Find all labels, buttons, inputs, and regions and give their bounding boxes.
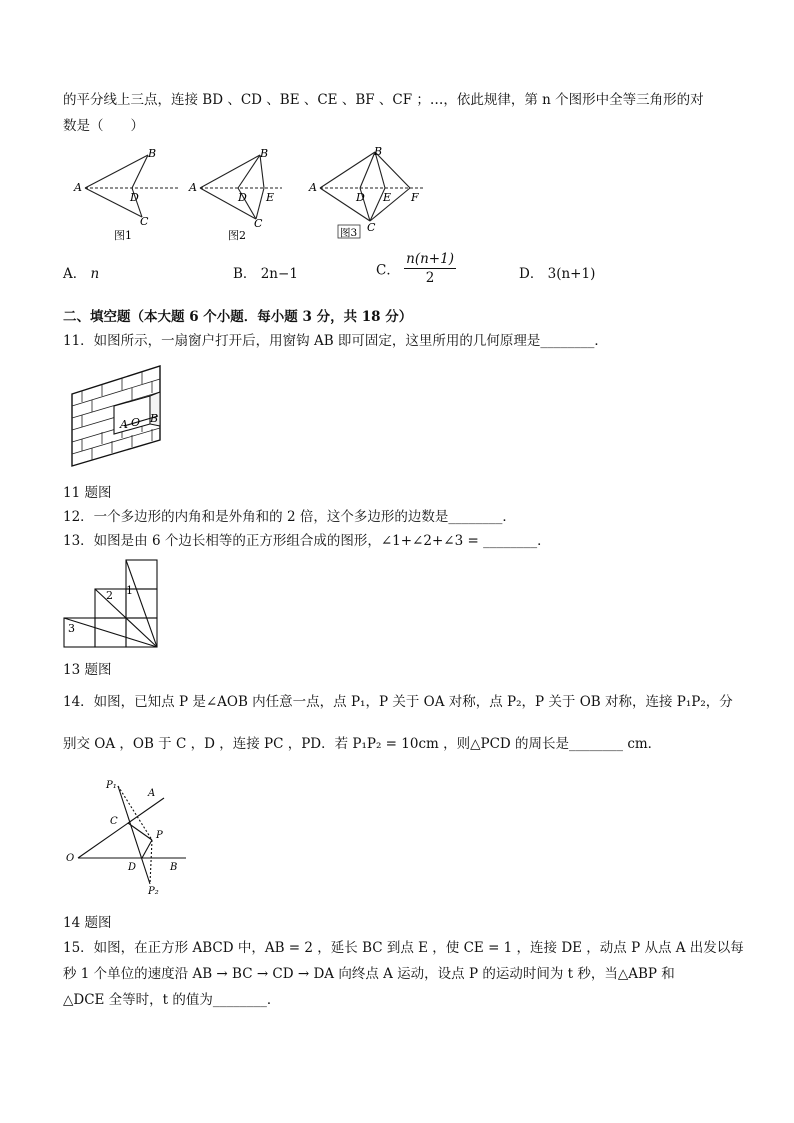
- q11-label-a: A: [120, 418, 128, 431]
- fig2-label-c: C: [254, 217, 263, 230]
- q14-label-c: C: [110, 816, 118, 827]
- q14-label-o: O: [66, 853, 75, 864]
- q11-label-b: B: [150, 412, 159, 425]
- fig1-label-b: B: [148, 147, 157, 160]
- fig3-label-d: D: [356, 191, 365, 204]
- q10-option-c: C． $\frac{n(n+1)}{2}$: [376, 251, 454, 286]
- fig2-caption: 图2: [228, 229, 246, 242]
- q10-figure-3: [320, 152, 425, 221]
- section-2-heading: 二、填空题（本大题 6 个小题．每小题 3 分，共 18 分）: [63, 309, 413, 325]
- q13-angle-label-1: 1: [126, 584, 133, 597]
- fig2-label-e: E: [266, 191, 275, 204]
- q10-figure-2: [200, 155, 282, 219]
- fig3-label-b: B: [374, 145, 383, 158]
- fig3-label-e: E: [383, 191, 392, 204]
- q14-caption: 14 题图: [63, 915, 112, 931]
- q15-text-line2: 秒 1 个单位的速度沿 AB → BC → CD → DA 向终点 A 运动，设点 P 的运动时间为 t 秒，当△ABP 和: [63, 966, 675, 982]
- fig2-label-a: A: [189, 181, 197, 194]
- q12-text: 12．一个多边形的内角和是外角和的 2 倍，这个多边形的边数是________．: [63, 509, 516, 525]
- fig3-caption: 图3: [340, 227, 358, 239]
- q10-option-a: A． n: [63, 266, 100, 282]
- fig3-label-c: C: [367, 221, 376, 234]
- q14-text-line1: 14．如图，已知点 P 是∠AOB 内任意一点，点 P₁，P 关于 OA 对称，点 P₂，P 关于 OB 对称，连接 P₁P₂，分: [63, 694, 733, 710]
- q15-text-line3: △DCE 全等时，t 的值为________．: [63, 992, 281, 1008]
- q11-caption: 11 题图: [63, 485, 112, 501]
- q14-symmetry-figure: [62, 776, 194, 896]
- q14-label-p2: P₂: [148, 886, 159, 896]
- q15-text-line1: 15．如图，在正方形 ABCD 中，AB = 2 ，延长 BC 到点 E ，使 CE = 1 ，连接 DE ，动点 P 从点 A 出发以每: [63, 940, 744, 956]
- q14-label-d: D: [128, 862, 137, 873]
- q13-caption: 13 题图: [63, 662, 112, 678]
- q14-label-b: B: [170, 862, 178, 873]
- q13-angle-label-2: 2: [106, 589, 113, 602]
- q13-text: 13．如图是由 6 个边长相等的正方形组合成的图形，∠1+∠2+∠3 = ________．: [63, 533, 551, 549]
- q10-option-d: D． 3(n+1): [519, 266, 596, 282]
- q10-option-b: B． 2n−1: [233, 266, 298, 282]
- q14-text-line2: 别交 OA ，OB 于 C ，D ，连接 PC ，PD．若 P₁P₂ = 10cm ，则△PCD 的周长是________ cm．: [63, 736, 662, 752]
- q14-label-a: A: [148, 788, 156, 799]
- fig2-label-b: B: [260, 147, 269, 160]
- q13-angle-label-3: 3: [68, 622, 75, 635]
- q10-text-line2: 数是（ ）: [63, 118, 144, 134]
- fig1-label-a: A: [74, 181, 82, 194]
- q11-window-figure: [68, 362, 168, 470]
- q13-squares-figure: [62, 558, 162, 650]
- fig1-label-c: C: [140, 215, 149, 228]
- fig1-caption: 图1: [114, 229, 132, 242]
- fig3-label-a: A: [309, 181, 317, 194]
- q10-text-line1: 的平分线上三点，连接 BD 、CD 、BE 、CE 、BF 、CF ；…，依此规律，第 n 个图形中全等三角形的对: [63, 92, 704, 108]
- q14-label-p1: P₁: [106, 780, 117, 791]
- fig1-label-d: D: [130, 191, 139, 204]
- fig3-label-f: F: [411, 191, 419, 204]
- q10-option-c-fraction: $\frac{n(n+1)}{2}$: [406, 251, 454, 286]
- q10-figures: [70, 145, 450, 245]
- q11-text: 11．如图所示，一扇窗户打开后，用窗钩 AB 即可固定，这里所用的几何原理是________．: [63, 333, 608, 349]
- q10-figure-1: [85, 155, 180, 217]
- q14-label-p: P: [156, 830, 163, 841]
- q11-label-o: O: [131, 416, 141, 429]
- fig2-label-d: D: [238, 191, 247, 204]
